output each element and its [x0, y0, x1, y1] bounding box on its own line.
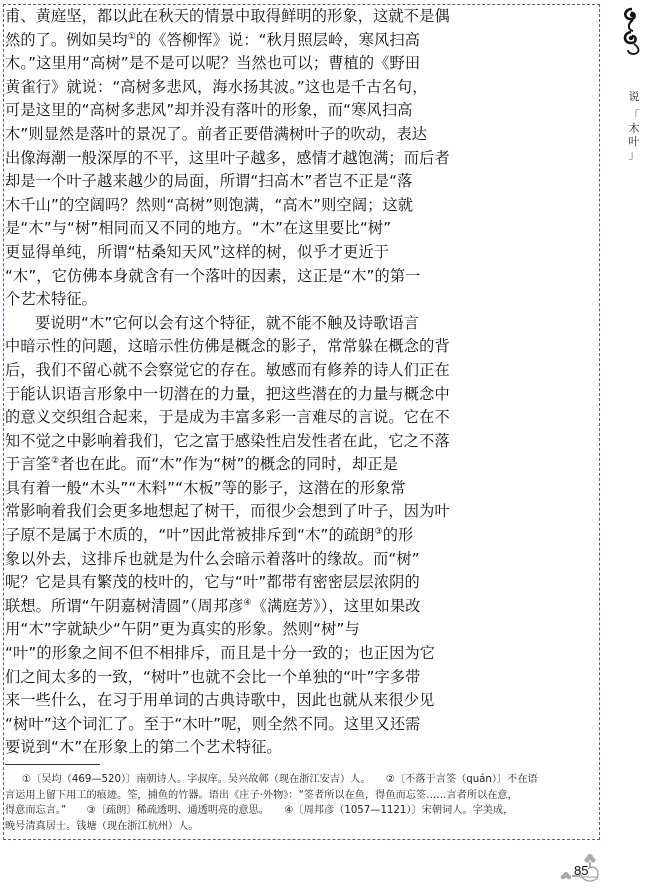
footnote-line: 晚号清真居士。钱塘（现在浙江杭州）人。	[5, 820, 199, 832]
footnote-ref-2[interactable]: ②	[51, 456, 60, 467]
footnote-ref-3[interactable]: ③	[374, 527, 383, 538]
body-line: 子原不是属于木质的，“叶”因此常被排斥到“木”的疏朗③的形	[5, 526, 414, 545]
body-line: 来一些什么，在习于用单词的古典诗歌中，因此也就从来很少见	[5, 691, 435, 710]
body-line: 个艺术特征。	[5, 290, 98, 309]
running-title-vertical: 说 「 木 叶 」	[628, 90, 640, 161]
footnotes-block	[5, 772, 562, 834]
footnote-ref-1[interactable]: ①	[127, 31, 136, 42]
body-line: “木”，它仿佛本身就含有一个落叶的因素，这正是“木”的第一	[5, 266, 421, 285]
swirl-ornament-icon	[620, 6, 644, 56]
body-line: “叶”的形象之间不但不相排斥，而且是十分一致的；也正因为它	[5, 644, 436, 663]
body-line: 联想。所谓“午阴嘉树清圆”（周邦彦④《满庭芳》），这里如果改	[5, 596, 421, 615]
body-line: 木。”这里用“高树”是不是可以呢？当然也可以；曹植的《野田	[5, 54, 421, 73]
footnote-divider	[5, 764, 100, 765]
footnote-line: 得意而忘言。” ③〔疏朗〕稀疏透明、通透明亮的意思。 ④〔周邦彦（1057—1121）〕宋朝词人。字美成，	[5, 805, 514, 816]
main-body-text	[5, 5, 557, 760]
footnote-line: 言运用上留下用工的痕迹。筌，捕鱼的竹器。语出《庄子·外物》：“筌者所以在鱼，得鱼而忘筌……言者所以在意，	[5, 789, 518, 801]
body-line: 具有着一般“木头”“木料”“木板”等的影子，这潜在的形象常	[5, 478, 406, 497]
body-line: 然的了。例如吴均①的《答柳恽》说：“秋月照层岭，寒风扫高	[5, 30, 421, 49]
body-line: 黄雀行》就说：“高树多悲风，海水扬其波。”这也是千古名句，	[5, 77, 428, 96]
body-line: 象以外去，这排斥也就是为什么会暗示着落叶的缘故。而“树”	[5, 549, 420, 568]
page-number: 85	[574, 863, 589, 878]
footnote-line: ①〔吴均（469—520）〕南朝诗人。字叔庠。吴兴故鄣（现在浙江安吉）人。 ②〔不落于言筌（quán）〕不在语	[22, 774, 538, 785]
body-line: 常影响着我们会更多地想起了树干，而很少会想到了叶子，因为叶	[5, 502, 450, 521]
body-line: 木”则显然是落叶的景况了。前者正要借满树叶子的吹动，表达	[5, 124, 428, 143]
body-line: 后，我们不留心就不会察觉它的存在。敏感而有修养的诗人们正在	[5, 360, 450, 379]
body-line: 于言筌②者也在此。而“木”作为“树”的概念的同时，却正是	[5, 455, 399, 474]
body-line: 要说到“木”在形象上的第二个艺术特征。	[5, 738, 282, 757]
body-line: 更显得单纯，所谓“枯桑知天风”这样的树，似乎才更近于	[5, 242, 390, 261]
body-line: 木千山”的空阔吗？然则“高树”则饱满，“高木”则空阔；这就	[5, 195, 414, 214]
body-line: 知不觉之中影响着我们，它之富于感染性启发性者在此，它之不落	[5, 431, 450, 450]
body-line: 可是这里的“高树多悲风”却并没有落叶的形象，而“寒风扫高	[5, 101, 413, 120]
body-line: “树叶”这个词汇了。至于“木叶”呢，则全然不同。这里又还需	[5, 714, 421, 733]
body-line: 的意义交织组合起来，于是成为丰富多彩一言难尽的言说。它在不	[5, 408, 450, 427]
body-line: 出像海潮一般深厚的不平，这里叶子越多，感情才越饱满；而后者	[5, 148, 450, 167]
body-line: 们之间太多的一致，“树叶”也就不会比一个单独的“叶”字多带	[5, 667, 421, 686]
footnote-ref-4[interactable]: ④	[243, 597, 252, 608]
body-line: 中暗示性的问题，这暗示性仿佛是概念的影子，常常躲在概念的背	[5, 337, 450, 356]
body-line: 是“木”与“树”相同而又不同的地方。“木”在这里要比“树”	[5, 219, 392, 238]
body-line: 却是一个叶子越来越少的局面，所谓“扫高木”者岂不正是“落	[5, 172, 413, 191]
body-line: 于能认识语言形象中一切潜在的力量，把这些潜在的力量与概念中	[5, 384, 450, 403]
paragraph-start-line: 要说明“木”它何以会有这个特征，就不能不触及诗歌语言	[35, 313, 420, 332]
body-line: 呢？它是具有繁茂的枝叶的，它与“叶”都带有密密层层浓阴的	[5, 573, 420, 592]
body-line: 甫、黄庭坚，都以此在秋天的情景中取得鲜明的形象，这就不是偶	[5, 7, 450, 25]
body-line: 用“木”字就缺少“午阴”更为真实的形象。然则“树”与	[5, 620, 360, 639]
